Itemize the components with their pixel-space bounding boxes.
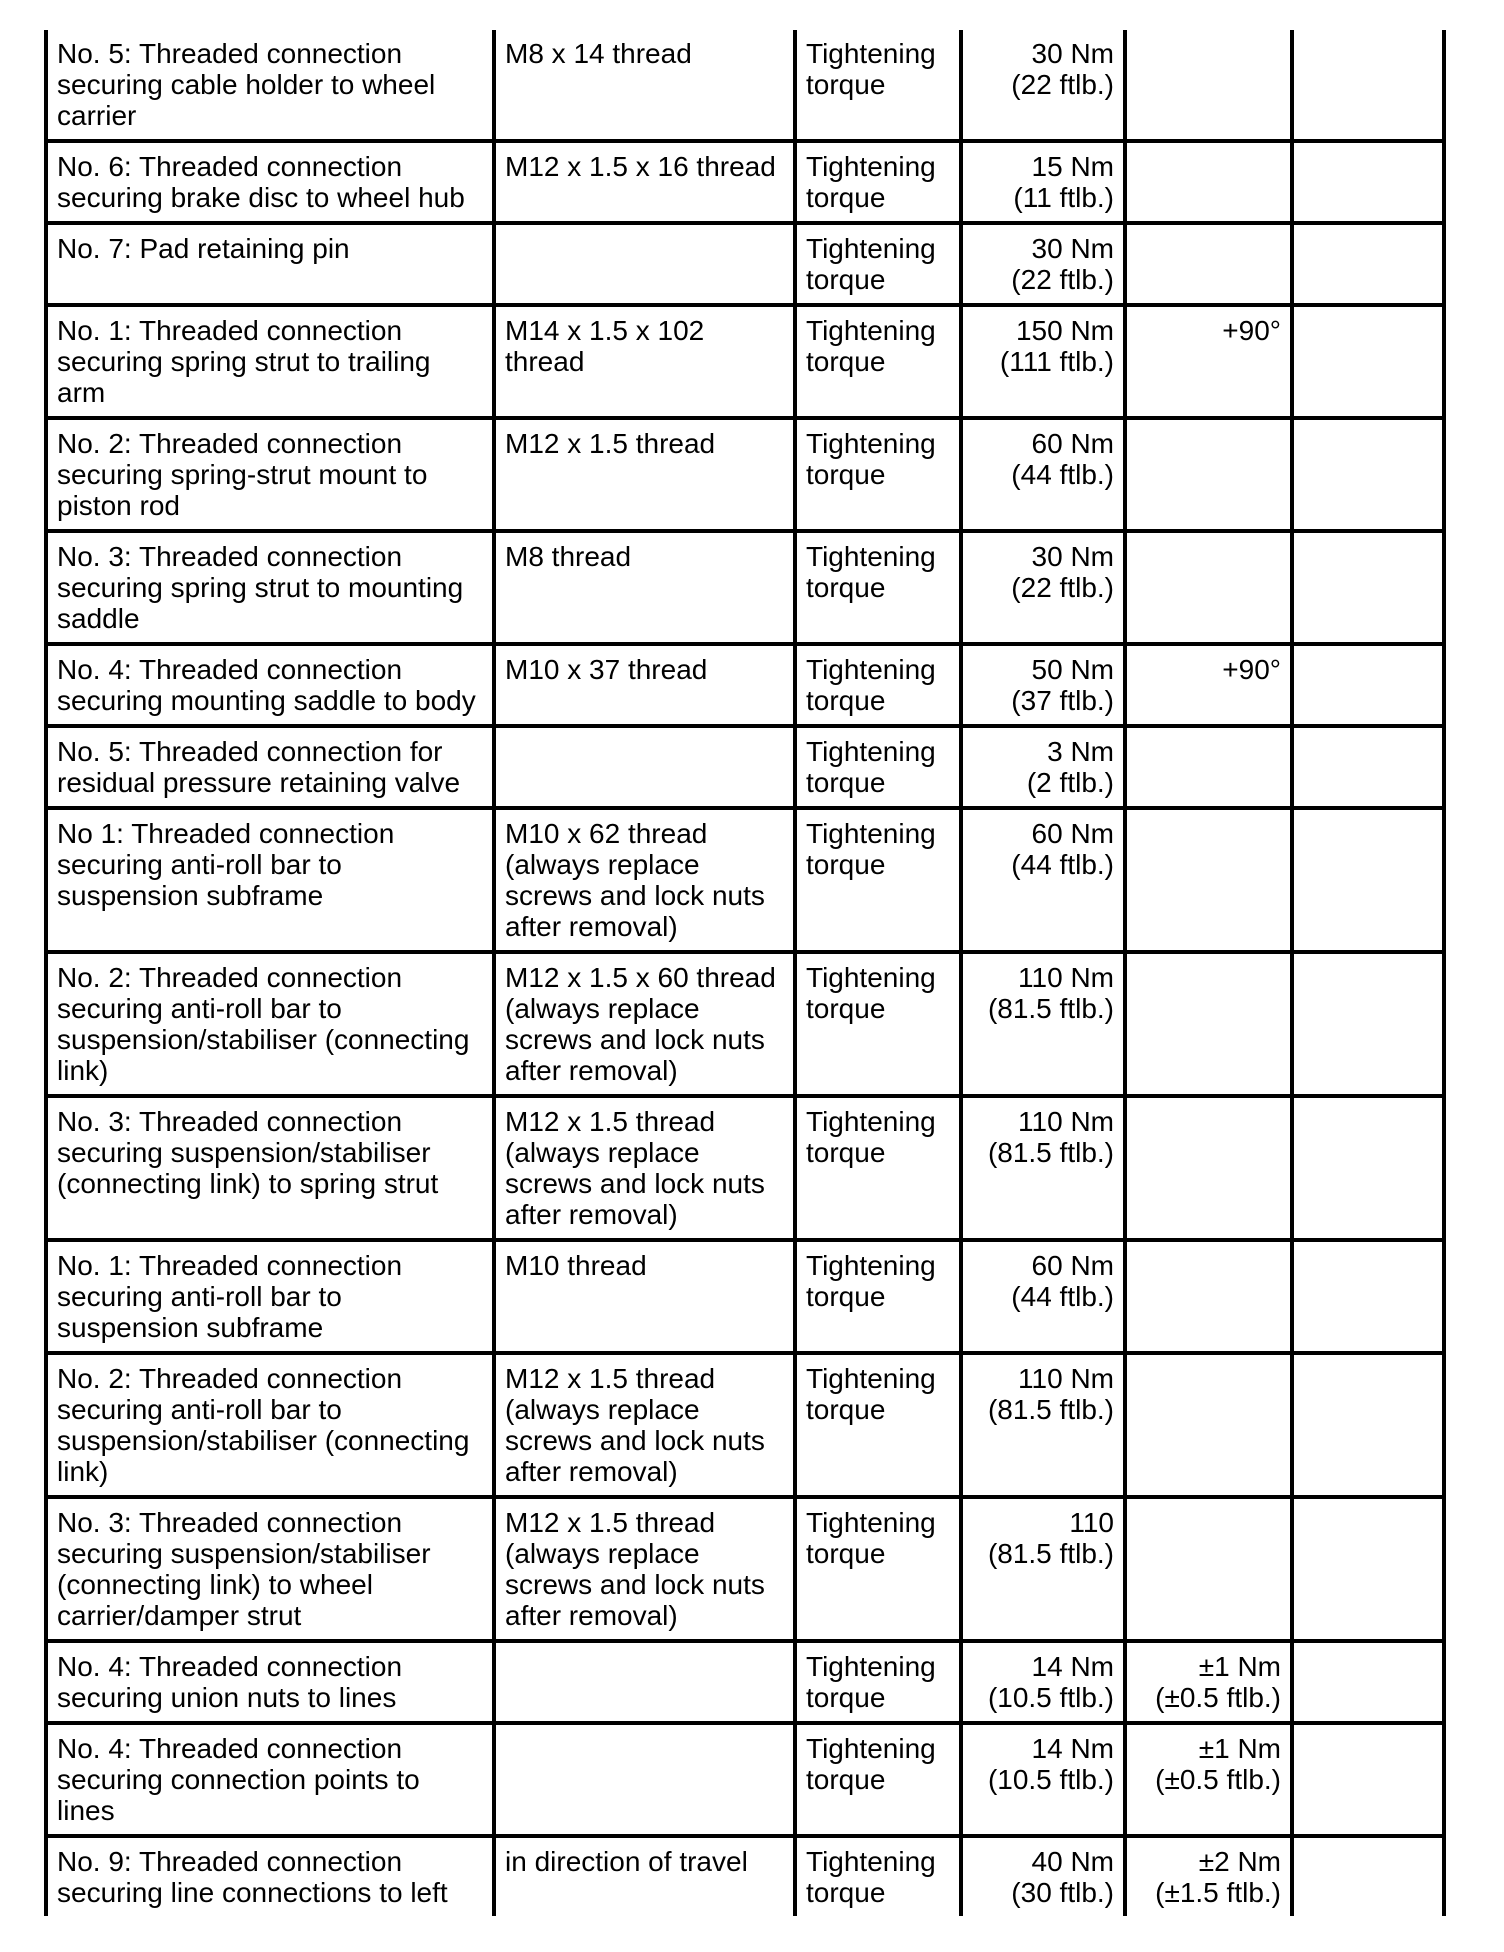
description-cell: No. 4: Threaded connection securing mounting saddle to body [46,644,494,726]
description-cell: No. 7: Pad retaining pin [46,223,494,305]
notes-cell [1292,644,1444,726]
torque-value-cell: 50 Nm (37 ftlb.) [961,644,1125,726]
description-cell: No. 3: Threaded connection securing suspension/stabiliser (connecting link) to wheel carrier/damper strut [46,1497,494,1641]
torque-value-cell: 40 Nm (30 ftlb.) [961,1836,1125,1916]
torque-type-cell: Tightening torque [795,1096,961,1240]
additional-angle-cell [1125,531,1292,644]
table-row [46,30,1444,141]
description-cell: No. 2: Threaded connection securing anti-roll bar to suspension/stabiliser (connecting link) [46,1353,494,1497]
notes-cell [1292,952,1444,1096]
additional-angle-cell: +90° [1125,305,1292,418]
torque-value-cell: 110 Nm (81.5 ftlb.) [961,1096,1125,1240]
torque-value-cell: 15 Nm (11 ftlb.) [961,141,1125,223]
torque-value-cell: 14 Nm (10.5 ftlb.) [961,1723,1125,1836]
additional-angle-cell [1125,30,1292,141]
notes-cell [1292,726,1444,808]
additional-angle-cell [1125,726,1292,808]
thread-cell: M10 x 37 thread [494,644,795,726]
table-row [46,141,1444,223]
thread-cell: M12 x 1.5 thread (always replace screws and lock nuts after removal) [494,1096,795,1240]
torque-value-cell: 110 (81.5 ftlb.) [961,1497,1125,1641]
notes-cell [1292,305,1444,418]
description-cell: No. 9: Threaded connection securing line connections to left [46,1836,494,1916]
table-row [46,1096,1444,1240]
description-cell: No. 1: Threaded connection securing anti-roll bar to suspension subframe [46,1240,494,1353]
notes-cell [1292,1641,1444,1723]
additional-angle-cell [1125,1353,1292,1497]
additional-angle-cell [1125,808,1292,952]
notes-cell [1292,223,1444,305]
torque-type-cell: Tightening torque [795,1723,961,1836]
description-cell: No. 1: Threaded connection securing spring strut to trailing arm [46,305,494,418]
torque-value-cell: 60 Nm (44 ftlb.) [961,808,1125,952]
table-row [46,418,1444,531]
notes-cell [1292,531,1444,644]
torque-type-cell: Tightening torque [795,808,961,952]
thread-cell [494,1641,795,1723]
table-row [46,1723,1444,1836]
additional-angle-cell: ±2 Nm (±1.5 ftlb.) [1125,1836,1292,1916]
notes-cell [1292,418,1444,531]
torque-type-cell: Tightening torque [795,1497,961,1641]
additional-angle-cell [1125,1497,1292,1641]
torque-type-cell: Tightening torque [795,1836,961,1916]
table-row [46,531,1444,644]
description-cell: No. 4: Threaded connection securing union nuts to lines [46,1641,494,1723]
table-row [46,1497,1444,1641]
additional-angle-cell [1125,1096,1292,1240]
table-row [46,305,1444,418]
table-row [46,223,1444,305]
thread-cell: M12 x 1.5 thread [494,418,795,531]
notes-cell [1292,141,1444,223]
thread-cell: M10 thread [494,1240,795,1353]
thread-cell [494,726,795,808]
thread-cell: in direction of travel [494,1836,795,1916]
torque-value-cell: 110 Nm (81.5 ftlb.) [961,952,1125,1096]
additional-angle-cell [1125,418,1292,531]
thread-cell: M8 thread [494,531,795,644]
torque-type-cell: Tightening torque [795,141,961,223]
torque-value-cell: 60 Nm (44 ftlb.) [961,1240,1125,1353]
description-cell: No. 4: Threaded connection securing connection points to lines [46,1723,494,1836]
table-row [46,952,1444,1096]
torque-spec-table [44,30,1446,1916]
description-cell: No 1: Threaded connection securing anti-roll bar to suspension subframe [46,808,494,952]
torque-value-cell: 110 Nm (81.5 ftlb.) [961,1353,1125,1497]
thread-cell [494,223,795,305]
table-row [46,1836,1444,1916]
notes-cell [1292,1096,1444,1240]
table-row [46,726,1444,808]
additional-angle-cell: +90° [1125,644,1292,726]
torque-value-cell: 150 Nm (111 ftlb.) [961,305,1125,418]
thread-cell: M14 x 1.5 x 102 thread [494,305,795,418]
notes-cell [1292,1497,1444,1641]
torque-type-cell: Tightening torque [795,1353,961,1497]
additional-angle-cell: ±1 Nm (±0.5 ftlb.) [1125,1723,1292,1836]
torque-type-cell: Tightening torque [795,305,961,418]
additional-angle-cell [1125,141,1292,223]
torque-type-cell: Tightening torque [795,1641,961,1723]
torque-value-cell: 14 Nm (10.5 ftlb.) [961,1641,1125,1723]
torque-value-cell: 60 Nm (44 ftlb.) [961,418,1125,531]
additional-angle-cell [1125,1240,1292,1353]
table-row [46,1641,1444,1723]
torque-value-cell: 30 Nm (22 ftlb.) [961,531,1125,644]
thread-cell: M12 x 1.5 thread (always replace screws and lock nuts after removal) [494,1353,795,1497]
thread-cell: M12 x 1.5 x 60 thread (always replace screws and lock nuts after removal) [494,952,795,1096]
torque-type-cell: Tightening torque [795,30,961,141]
additional-angle-cell [1125,223,1292,305]
table-body [46,30,1444,1916]
torque-type-cell: Tightening torque [795,952,961,1096]
thread-cell: M12 x 1.5 thread (always replace screws and lock nuts after removal) [494,1497,795,1641]
thread-cell [494,1723,795,1836]
torque-type-cell: Tightening torque [795,726,961,808]
description-cell: No. 2: Threaded connection securing anti-roll bar to suspension/stabiliser (connecting link) [46,952,494,1096]
additional-angle-cell [1125,952,1292,1096]
description-cell: No. 3: Threaded connection securing suspension/stabiliser (connecting link) to spring strut [46,1096,494,1240]
notes-cell [1292,1836,1444,1916]
torque-type-cell: Tightening torque [795,644,961,726]
table-row [46,1240,1444,1353]
torque-value-cell: 3 Nm (2 ftlb.) [961,726,1125,808]
torque-type-cell: Tightening torque [795,1240,961,1353]
additional-angle-cell: ±1 Nm (±0.5 ftlb.) [1125,1641,1292,1723]
thread-cell: M12 x 1.5 x 16 thread [494,141,795,223]
notes-cell [1292,1353,1444,1497]
notes-cell [1292,1723,1444,1836]
thread-cell: M8 x 14 thread [494,30,795,141]
torque-value-cell: 30 Nm (22 ftlb.) [961,30,1125,141]
description-cell: No. 6: Threaded connection securing brake disc to wheel hub [46,141,494,223]
description-cell: No. 2: Threaded connection securing spring-strut mount to piston rod [46,418,494,531]
table-row [46,808,1444,952]
torque-type-cell: Tightening torque [795,223,961,305]
table-row [46,644,1444,726]
torque-value-cell: 30 Nm (22 ftlb.) [961,223,1125,305]
notes-cell [1292,30,1444,141]
torque-type-cell: Tightening torque [795,418,961,531]
torque-type-cell: Tightening torque [795,531,961,644]
table-row [46,1353,1444,1497]
description-cell: No. 3: Threaded connection securing spring strut to mounting saddle [46,531,494,644]
description-cell: No. 5: Threaded connection for residual pressure retaining valve [46,726,494,808]
notes-cell [1292,1240,1444,1353]
description-cell: No. 5: Threaded connection securing cable holder to wheel carrier [46,30,494,141]
thread-cell: M10 x 62 thread (always replace screws and lock nuts after removal) [494,808,795,952]
notes-cell [1292,808,1444,952]
